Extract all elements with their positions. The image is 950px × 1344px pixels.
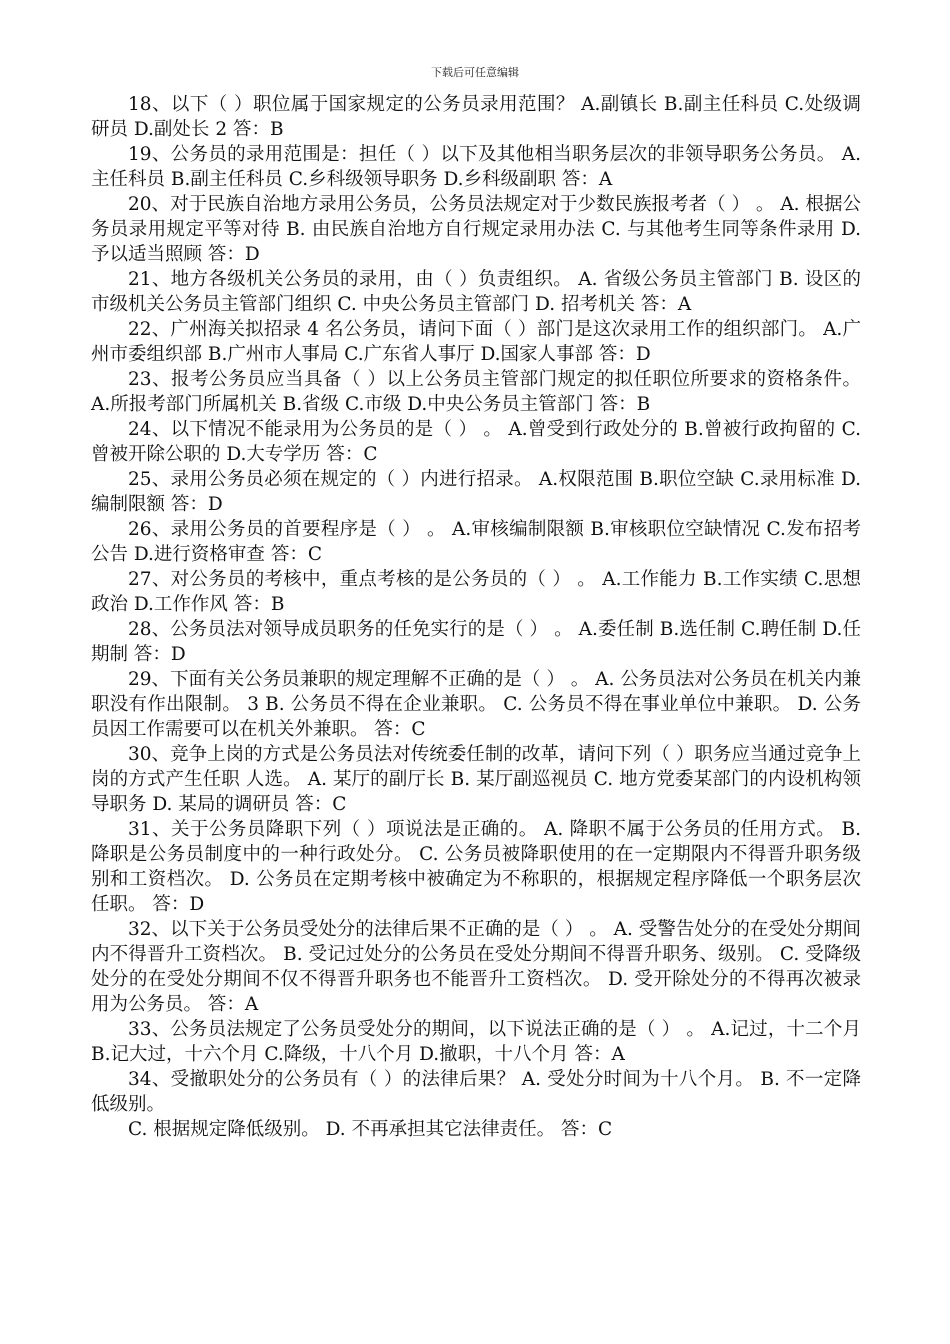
question-item: 25、录用公务员必须在规定的（ ）内进行招录。 A.权限范围 B.职位空缺 C.录用标准 D.编制限额 答：D [91,469,861,515]
question-item: 21、地方各级机关公务员的录用，由（ ）负责组织。 A. 省级公务员主管部门 B. 设区的市级机关公务员主管部门组织 C. 中央公务员主管部门 D. 招考机关 答：A [91,269,861,315]
question-item: 32、以下关于公务员受处分的法律后果不正确的是（ ） 。 A. 受警告处分的在受处分期间内不得晋升工资档次。 B. 受记过处分的公务员在受处分期间不得晋升职务、级别。 C. 受降级处分的在受处分期间不仅不得晋升职务也不能晋升工资档次。 D. 受开除处分的不得再次被录用为公务员。 答：A [91,919,861,1015]
question-item: 30、竞争上岗的方式是公务员法对传统委任制的改革，请问下列（ ）职务应当通过竞争上岗的方式产生任职 人选。 A. 某厅的副厅长 B. 某厅副巡视员 C. 地方党委某部门的内设机构领导职务 D. 某局的调研员 答：C [91,744,861,815]
question-item: 24、以下情况不能录用为公务员的是（ ） 。 A.曾受到行政处分的 B.曾被行政拘留的 C.曾被开除公职的 D.大专学历 答：C [91,419,861,465]
question-item: C. 根据规定降低级别。 D. 不再承担其它法律责任。 答：C [128,1119,613,1140]
question-list [91,92,861,1142]
question-item: 19、公务员的录用范围是：担任（ ）以下及其他相当职务层次的非领导职务公务员。 A.主任科员 B.副主任科员 C.乡科级领导职务 D.乡科级副职 答：A [91,144,861,190]
question-item: 26、录用公务员的首要程序是（ ） 。 A.审核编制限额 B.审核职位空缺情况 C.发布招考公告 D.进行资格审查 答：C [91,519,861,565]
question-item: 23、报考公务员应当具备（ ）以上公务员主管部门规定的拟任职位所要求的资格条件。 A.所报考部门所属机关 B.省级 C.市级 D.中央公务员主管部门 答：B [91,369,861,415]
question-item: 34、受撤职处分的公务员有（ ）的法律后果？ A. 受处分时间为十八个月。 B. 不一定降低级别。 [91,1069,861,1115]
page-header: 下载后可任意编辑 [431,66,519,79]
question-item: 27、对公务员的考核中，重点考核的是公务员的（ ） 。 A.工作能力 B.工作实绩 C.思想政治 D.工作作风 答：B [91,569,861,615]
question-item: 29、下面有关公务员兼职的规定理解不正确的是（ ） 。 A. 公务员法对公务员在机关内兼职没有作出限制。 3 B. 公务员不得在企业兼职。 C. 公务员不得在事业单位中兼职。 D. 公务员因工作需要可以在机关外兼职。 答：C [91,669,861,740]
question-item: 18、以下（ ）职位属于国家规定的公务员录用范围？ A.副镇长 B.副主任科员 C.处级调研员 D.副处长 2 答：B [91,94,861,140]
question-item: 20、对于民族自治地方录用公务员，公务员法规定对于少数民族报考者（ ） 。 A. 根据公务员录用规定平等对待 B. 由民族自治地方自行规定录用办法 C. 与其他考生同等条件录用 D. 予以适当照顾 答：D [91,194,861,265]
question-item: 33、公务员法规定了公务员受处分的期间，以下说法正确的是（ ） 。 A.记过，十二个月 B.记大过，十六个月 C.降级，十八个月 D.撤职，十八个月 答：A [91,1019,861,1065]
question-item: 22、广州海关拟招录 4 名公务员，请问下面（ ）部门是这次录用工作的组织部门。 A.广州市委组织部 B.广州市人事局 C.广东省人事厅 D.国家人事部 答：D [91,319,861,365]
question-item: 28、公务员法对领导成员职务的任免实行的是（ ） 。 A.委任制 B.选任制 C.聘任制 D.任期制 答：D [91,619,861,665]
question-item: 31、关于公务员降职下列（ ）项说法是正确的。 A. 降职不属于公务员的任用方式。 B. 降职是公务员制度中的一种行政处分。 C. 公务员被降职使用的在一定期限内不得晋升职务级别和工资档次。 D. 公务员在定期考核中被确定为不称职的，根据规定程序降低一个职务层次任职。 答：D [91,819,861,915]
